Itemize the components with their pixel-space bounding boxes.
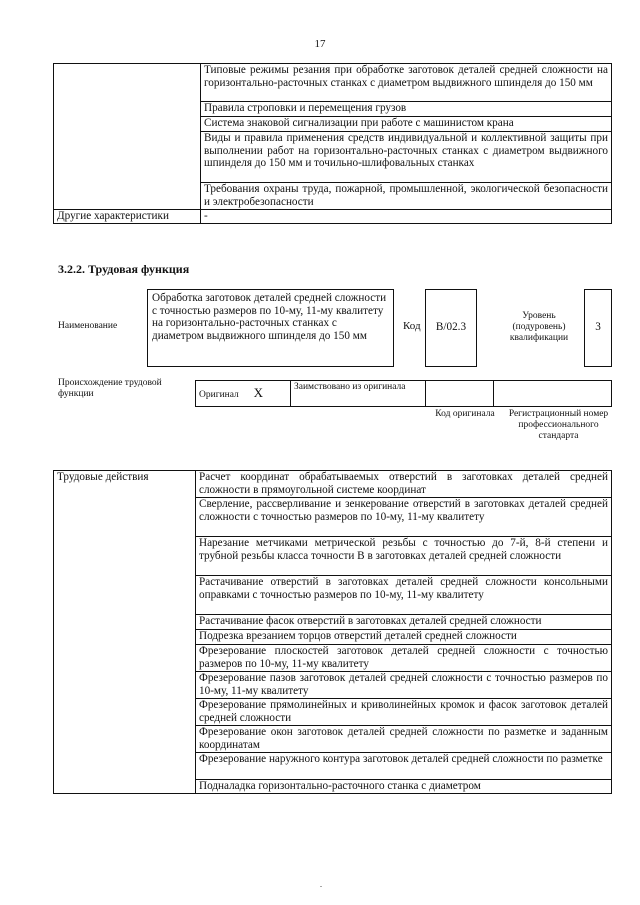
other-characteristics-label: Другие характеристики	[54, 210, 201, 224]
footer-mark: .	[320, 880, 322, 889]
code-original-label: Код оригинала	[435, 409, 495, 419]
table-cell: Растачивание фасок отверстий в заготовках деталей средней сложности	[196, 615, 612, 630]
table-row	[54, 471, 612, 498]
labor-actions-table	[53, 470, 612, 794]
qualification-level-box: 3	[584, 289, 612, 367]
original-cell	[196, 381, 291, 407]
table-cell: Нарезание метчиками метрической резьбы с точностью до 7-й, 8-й степени и трубной резьбы класса точности B в заготовках деталей средней сложности	[196, 537, 612, 576]
table-cell: Сверление, рассверливание и зенкерование отверстий в заготовках деталей средней сложности с точностью размеров по 10-му, 11-му квалитету	[196, 498, 612, 537]
table-cell: Подрезка врезанием торцов отверстий деталей средней сложности	[196, 630, 612, 645]
table-cell: Расчет координат обрабатываемых отверстий в заготовках деталей средней сложности в прямоугольной системе координат	[196, 471, 612, 498]
other-characteristics-value: -	[201, 210, 612, 224]
table-row	[54, 210, 612, 224]
name-label: Наименование	[58, 321, 118, 331]
reg-number-cell	[494, 381, 612, 407]
borrowed-cell: Заимствовано из оригинала	[291, 381, 426, 407]
table-cell: Растачивание отверстий в заготовках деталей средней сложности консольными оправками с точностью размеров по 10-му, 11-му квалитету	[196, 576, 612, 615]
table-cell: Типовые режимы резания при обработке заготовок деталей средней сложности на горизонтально-расточных станках с диаметром выдвижного шпинделя до 150 мм	[201, 64, 612, 102]
table-cell: Фрезерование прямолинейных и криволинейных кромок и фасок заготовок деталей средней сложности	[196, 699, 612, 726]
table-row	[54, 64, 612, 102]
section-heading: 3.2.2. Трудовая функция	[58, 262, 190, 276]
origin-table	[195, 380, 612, 407]
table-cell: Подналадка горизонтально-расточного станка с диаметром	[196, 780, 612, 794]
function-code-box: B/02.3	[425, 289, 477, 367]
table-cell: Требования охраны труда, пожарной, промышленной, экологической безопасности и электробезопасности	[201, 183, 612, 210]
page-number: 17	[314, 38, 326, 50]
table-cell: Фрезерование пазов заготовок деталей средней сложности с точностью размеров по 10-му, 11-му квалитету	[196, 672, 612, 699]
table-cell: Фрезерование плоскостей заготовок деталей средней сложности с точностью размеров по 10-му, 11-му квалитету	[196, 645, 612, 672]
function-name-box: Обработка заготовок деталей средней сложности с точностью размеров по 10-му, 11-му квалитету на горизонтально-расточных станках с диаметром выдвижного шпинделя до 150 мм	[147, 289, 394, 367]
code-original-cell	[426, 381, 494, 407]
origin-label: Происхождение трудовой функции	[58, 378, 162, 399]
code-label: Код	[403, 320, 421, 332]
table-cell: Фрезерование наружного контура заготовок деталей средней сложности по разметке	[196, 753, 612, 780]
table-cell: Фрезерование окон заготовок деталей средней сложности по разметке и заданным координатам	[196, 726, 612, 753]
table-row	[196, 381, 612, 407]
qualification-level-label: Уровень (подуровень) квалификации	[509, 311, 569, 343]
table-cell: Правила строповки и перемещения грузов	[201, 102, 612, 117]
knowledge-table	[53, 63, 612, 224]
reg-number-label: Регистрационный номер профессионального стандарта	[508, 409, 609, 441]
labor-actions-label: Трудовые действия	[54, 471, 196, 794]
table-cell-empty	[54, 64, 201, 210]
table-cell: Система знаковой сигнализации при работе с машинистом крана	[201, 117, 612, 132]
original-mark: X	[253, 384, 263, 400]
table-cell: Виды и правила применения средств индивидуальной и коллективной защиты при выполнении работ на горизонтально-расточных станках с диаметром выдвижного шпинделя до 150 мм и точильно-шлифовальных станках	[201, 132, 612, 183]
original-label: Оригинал	[199, 389, 239, 400]
